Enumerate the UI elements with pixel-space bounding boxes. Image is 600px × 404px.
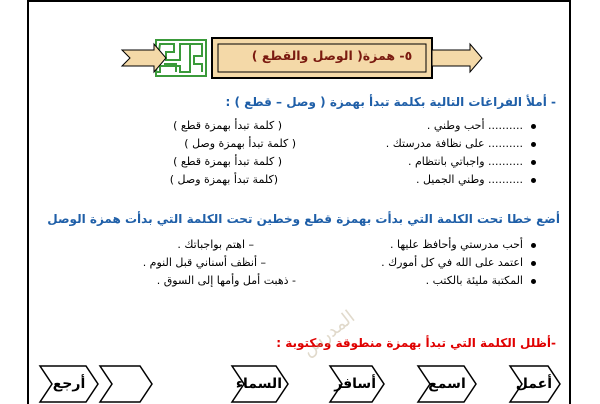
section2-heading: أضع خطا تحت الكلمة التي بدأت بهمزة قطع وخطين تحت الكلمة التي بدأت همزة الوصل (47, 212, 560, 226)
bullet-icon (531, 243, 536, 248)
bullet-icon (531, 124, 536, 129)
bullet-icon (531, 178, 536, 183)
list-item: المكتبة مليئة بالكتب . (426, 274, 536, 287)
list-item-left: – أنظف أسناني قبل النوم . (142, 256, 266, 269)
word-option[interactable]: أسافر (334, 376, 376, 392)
hint-text: (كلمة تبدأ بهمزة وصل ) (169, 173, 278, 186)
bullet-icon (531, 261, 536, 266)
watermark: المدرس (298, 306, 360, 361)
list-item: .......... على نظافة مدرستك . (386, 137, 536, 150)
list-item: .......... أحب وطني . (427, 119, 536, 132)
word-option[interactable]: أعمل (515, 376, 552, 392)
title-number: ٥- (399, 48, 413, 63)
list-item: .......... وطني الجميل . (416, 173, 536, 186)
word-option[interactable]: السماء (235, 376, 282, 392)
section3-heading: -أظلل الكلمة التي تبدأ بهمزة منطوقة ومكتوبة : (276, 336, 556, 350)
list-item: أحب مدرستي وأحافظ عليها . (390, 238, 536, 251)
title-text: همزة( الوصل والقطع ) (251, 48, 395, 63)
hint-text: ( كلمة تبدأ بهمزة وصل ) (184, 137, 296, 150)
word-option[interactable]: اسمع (428, 376, 466, 392)
page-title (232, 48, 432, 63)
word-option[interactable]: أرجع (52, 376, 86, 392)
list-item-left: – اهتم بواجباتك . (177, 238, 254, 251)
section1-heading: - أملأ الفراغات التالية بكلمة تبدأ بهمزة ( وصل – قطع ) : (225, 95, 556, 109)
hint-text: ( كلمة تبدأ بهمزة قطع ) (173, 155, 282, 168)
hint-text: ( كلمة تبدأ بهمزة قطع ) (173, 119, 282, 132)
bullet-icon (531, 142, 536, 147)
bullet-icon (531, 160, 536, 165)
list-item: .......... واجباتي بانتظام . (408, 155, 536, 168)
bullet-icon (531, 279, 536, 284)
list-item: اعتمد على الله في كل أمورك . (381, 256, 536, 269)
list-item-left: - ذهبت أمل وأمها إلى السوق . (156, 274, 296, 287)
